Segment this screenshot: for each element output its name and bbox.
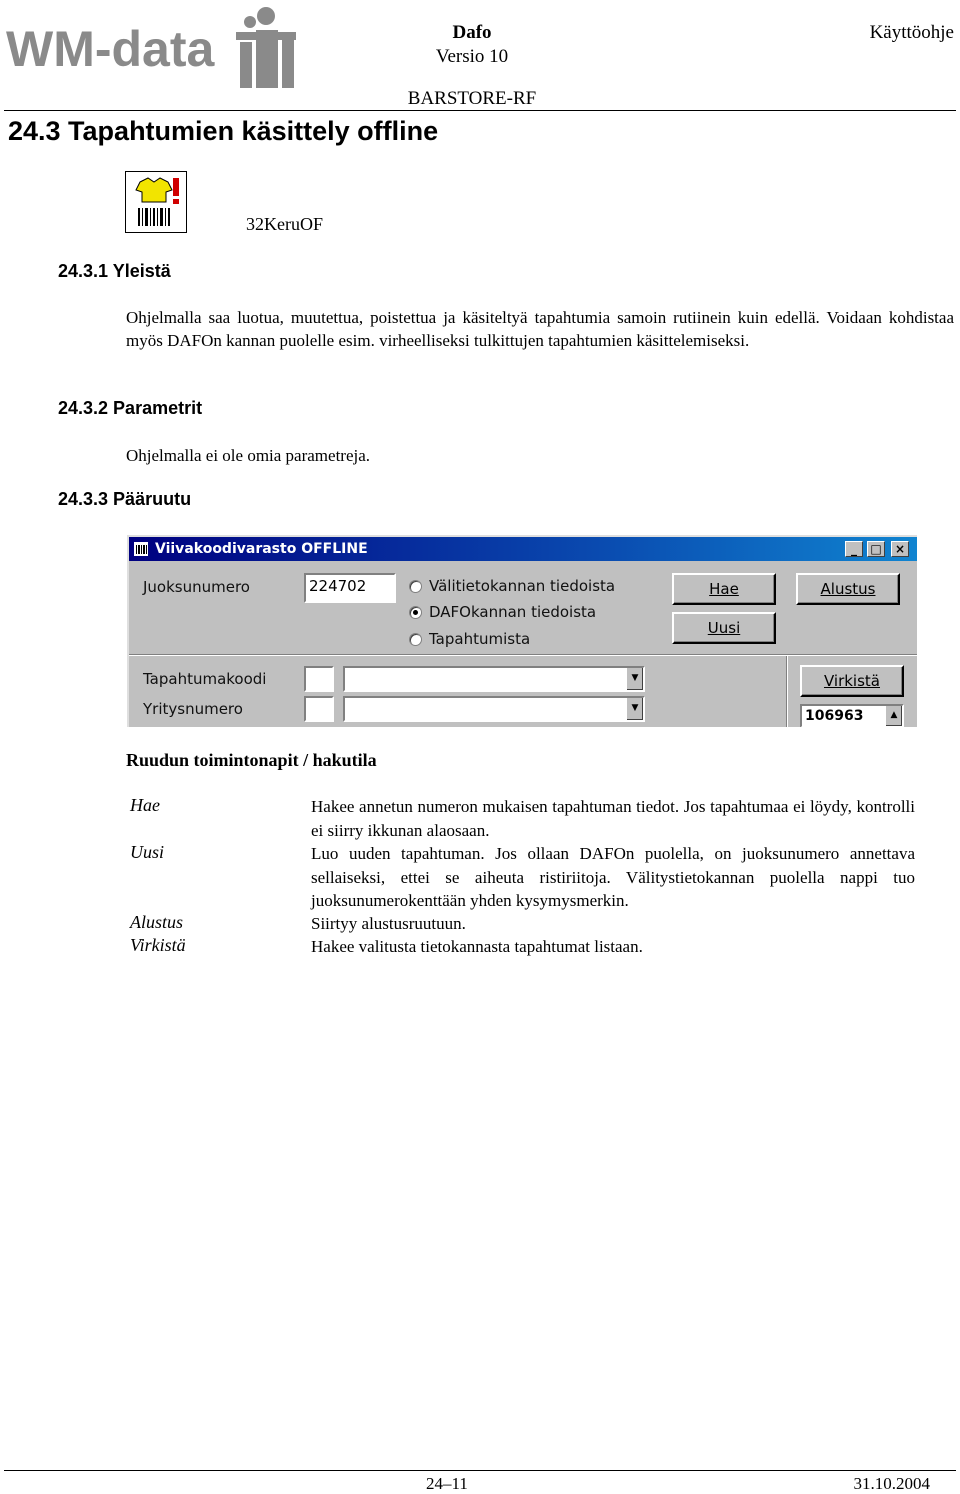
program-icon [125,171,187,233]
program-code: 32KeruOF [246,214,323,234]
term-hae: Hae [130,795,160,815]
desc-hae: Hakee annetun numeron mukaisen tapahtuman tiedot. Jos tapahtumaa ei löydy, kontrolli ei siirry ikkunan alaosaan. [311,797,915,840]
counter-value: 106963 [805,708,864,724]
header-divider [4,110,956,111]
radio-tapahtumista[interactable] [409,633,422,646]
desc-virkista: Hakee valitusta tietokannasta tapahtumat listaan. [311,937,643,956]
window-divider [129,654,917,656]
tapahtumakoodi-code-input[interactable] [304,666,334,692]
window-app-icon [133,541,149,557]
header-module: BARSTORE-RF [407,88,537,109]
people-figure-icon [236,7,296,88]
maximize-icon[interactable]: □ [867,541,885,557]
heading-general: 24.3.1 Yleistä [58,261,171,281]
label-tapahtumakoodi: Tapahtumakoodi [143,670,267,688]
counter-field[interactable] [800,704,904,727]
window-vertical-divider [786,656,788,727]
header-version: Versio 10 [435,46,509,67]
minimize-icon[interactable]: _ [845,541,863,557]
heading-parameters: 24.3.2 Parametrit [58,398,203,418]
term-virkista: Virkistä [130,935,186,955]
yritysnumero-dropdown[interactable] [343,696,645,722]
uusi-button[interactable]: Uusi [672,612,776,644]
header-manual-title: Käyttöohje [869,22,954,43]
radio-label-valitietokanta: Välitietokannan tiedoista [429,577,616,595]
alustus-button[interactable]: Alustus [796,573,900,605]
term-alustus: Alustus [130,912,184,932]
radio-label-tapahtumista: Tapahtumista [429,630,531,648]
tapahtumakoodi-dropdown[interactable] [343,666,645,692]
window-title: Viivakoodivarasto OFFLINE [155,541,368,557]
label-yritysnumero: Yritysnumero [143,700,243,718]
chevron-down-icon[interactable]: ▼ [626,698,643,720]
wm-data-logo [4,2,324,94]
parameters-text: Ohjelmalla ei ole omia parametreja. [126,446,371,465]
radio-label-dafokanta: DAFOkannan tiedoista [429,603,597,621]
term-uusi: Uusi [130,842,165,862]
close-icon[interactable]: × [891,541,909,557]
yritysnumero-code-input[interactable] [304,696,334,722]
radio-dafokanta[interactable] [409,606,422,619]
desc-alustus: Siirtyy alustusruutuun. [311,914,466,933]
footer-date: 31.10.2004 [853,1474,930,1493]
section-title: 24.3 Tapahtumien käsittely offline [8,116,439,146]
label-juoksunumero: Juoksunumero [143,578,250,596]
offline-window-screenshot [127,535,917,727]
desc-uusi: Luo uuden tapahtuman. Jos ollaan DAFOn puolella, on juoksunumero annettava sellaiseksi, ettei se aiheuta ristiriitoja. Välitystietokannan puolella nappi tuo juoksunumerokenttään yhden kysymysmerkin. [311,844,915,910]
hae-button[interactable]: Hae [672,573,776,605]
heading-main-screen: 24.3.3 Pääruutu [58,489,192,509]
buttons-heading: Ruudun toimintonapit / hakutila [126,750,377,770]
footer-page-number: 24–11 [426,1474,468,1493]
header-product: Dafo [452,22,492,43]
chevron-down-icon[interactable]: ▼ [626,668,643,690]
radio-valitietokanta[interactable] [409,580,422,593]
virkista-button[interactable]: Virkistä [800,665,904,697]
juoksunumero-input[interactable]: 224702 [304,573,396,603]
general-text: Ohjelmalla saa luotua, muutettua, poistettua ja käsiteltyä tapahtumia samoin rutiinein kuin edellä. Voidaan kohdistaa myös DAFOn kannan puolelle esim. virheelliseksi tulkittujen tapahtumien käsittelemiseksi. [126,308,954,350]
window-titlebar [129,537,917,561]
footer-divider [4,1470,956,1471]
shirt-barcode-icon [126,172,186,232]
svg-text:WM-data: WM-data [6,21,215,77]
chevron-up-icon[interactable]: ▲ [885,706,902,726]
